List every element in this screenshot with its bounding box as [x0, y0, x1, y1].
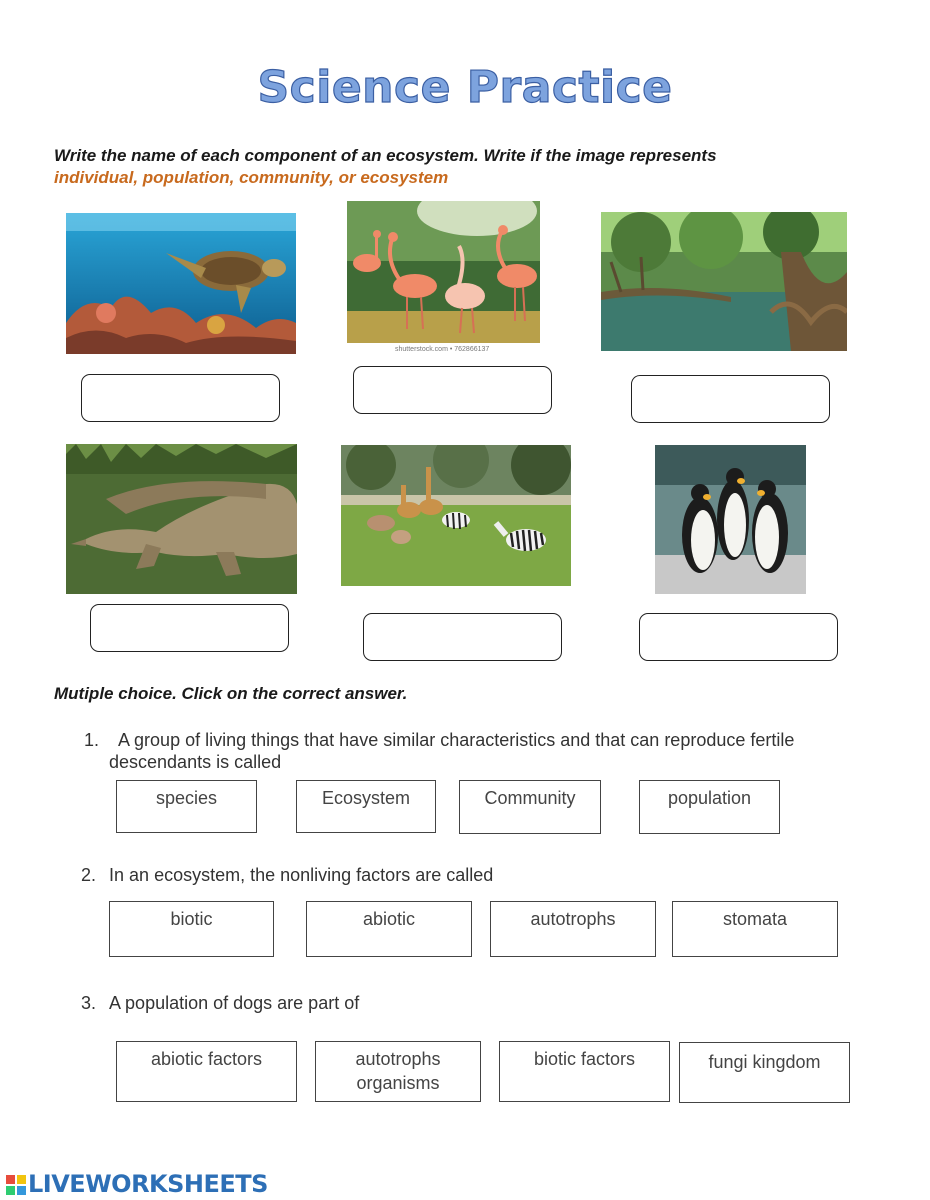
liveworksheets-icon: [6, 1175, 26, 1195]
instruction-line-2: individual, population, community, or ecosystem: [54, 168, 449, 187]
brand-name: LIVEWORKSHEETS: [28, 1170, 268, 1198]
answer-box-4[interactable]: [90, 604, 289, 652]
liveworksheets-logo: [6, 1170, 268, 1198]
penguins-image: [655, 445, 806, 594]
q1-choice-4[interactable]: population: [639, 780, 780, 834]
savanna-animals-image: [341, 445, 571, 586]
q3-choice-3[interactable]: biotic factors: [499, 1041, 670, 1102]
question-1-number: 1.: [84, 730, 100, 750]
mangrove-image: [601, 212, 847, 351]
sea-turtle-image: [66, 213, 296, 354]
question-2-number: 2.: [81, 865, 97, 885]
question-1-text-line-1: A group of living things that have similar characteristics and that can reproduce fertile: [118, 730, 795, 750]
flamingos-image: [347, 201, 540, 343]
question-3-text: A population of dogs are part of: [109, 993, 360, 1013]
q1-choice-3[interactable]: Community: [459, 780, 601, 834]
q1-choice-2[interactable]: Ecosystem: [296, 780, 436, 833]
q2-choice-2[interactable]: abiotic: [306, 901, 472, 957]
q2-choice-3[interactable]: autotrophs: [490, 901, 656, 957]
question-1-text-line-2: descendants is called: [109, 752, 282, 772]
answer-box-2[interactable]: [353, 366, 552, 414]
answer-box-1[interactable]: [81, 374, 280, 422]
multiple-choice-instruction: Mutiple choice. Click on the correct answer.: [54, 684, 408, 703]
question-2-text: In an ecosystem, the nonliving factors are called: [109, 865, 494, 885]
q1-choice-1[interactable]: species: [116, 780, 257, 833]
q2-choice-1[interactable]: biotic: [109, 901, 274, 957]
question-2: [81, 864, 493, 886]
question-3-number: 3.: [81, 993, 97, 1013]
question-1: [84, 729, 794, 751]
instruction-line-1: Write the name of each component of an ecosystem. Write if the image represents: [54, 146, 717, 165]
q3-choice-2[interactable]: autotrophs organisms: [315, 1041, 481, 1102]
page-title: Science Practice: [257, 62, 673, 113]
answer-box-6[interactable]: [639, 613, 838, 661]
crocodile-image: [66, 444, 297, 594]
question-3: [81, 992, 359, 1014]
q3-choice-4[interactable]: fungi kingdom: [679, 1042, 850, 1103]
image-credit: shutterstock.com • 762866137: [395, 346, 490, 353]
answer-box-3[interactable]: [631, 375, 830, 423]
q3-choice-1[interactable]: abiotic factors: [116, 1041, 297, 1102]
q2-choice-4[interactable]: stomata: [672, 901, 838, 957]
answer-box-5[interactable]: [363, 613, 562, 661]
